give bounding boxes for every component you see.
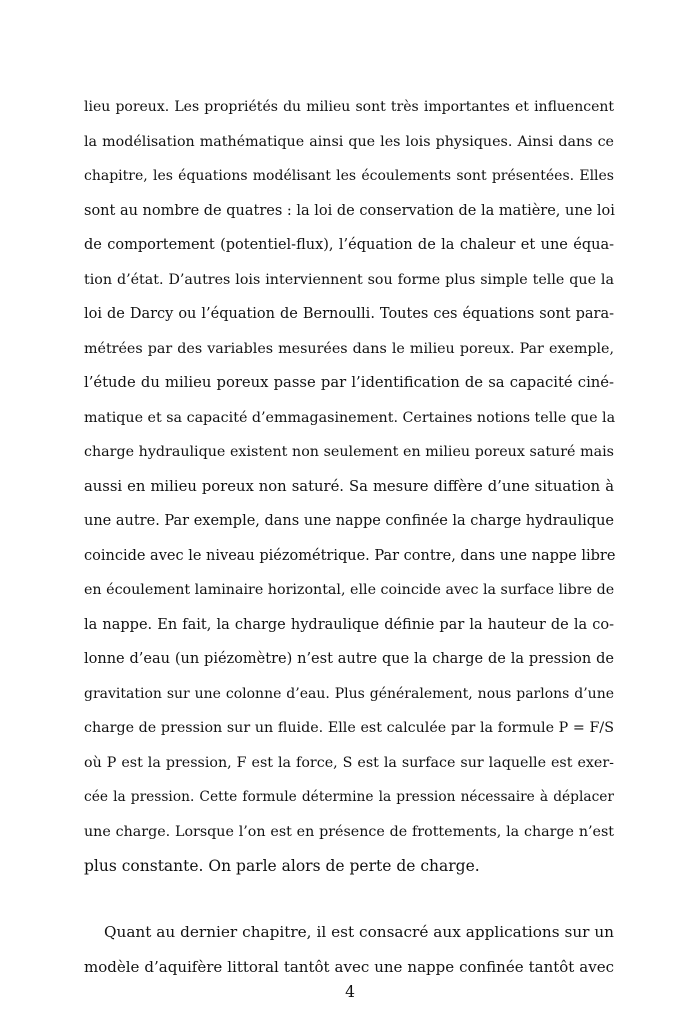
text-line: modèle d’aquifère littoral tantôt avec une nappe confinée tantôt avec <box>84 958 614 976</box>
text-line: une autre. Par exemple, dans une nappe confinée la charge hydraulique <box>84 513 615 529</box>
text-line: charge de pression sur un fluide. Elle est calculée par la formule P = F/S <box>84 720 614 736</box>
text-line: Quant au dernier chapitre, il est consacré aux applications sur un <box>104 923 614 941</box>
text-line: en écoulement laminaire horizontal, elle coincide avec la surface libre de <box>84 582 615 598</box>
text-line: sont au nombre de quatres : la loi de conservation de la matière, une loi <box>84 203 615 219</box>
text-line: la modélisation mathématique ainsi que les lois physiques. Ainsi dans ce <box>84 134 614 150</box>
text-line: plus constante. On parle alors de perte de charge. <box>84 857 480 875</box>
text-line: aussi en milieu poreux non saturé. Sa mesure diffère d’une situation à <box>84 478 614 495</box>
text-line: chapitre, les équations modélisant les écoulements sont présentées. Elles <box>84 168 614 184</box>
text-line: matique et sa capacité d’emmagasinement. Certaines notions telle que la <box>84 410 616 426</box>
text-line: de comportement (potentiel-flux), l’équation de la chaleur et une équa- <box>84 237 614 253</box>
text-line: loi de Darcy ou l’équation de Bernoulli. Toutes ces équations sont para- <box>84 306 614 322</box>
text-line: cée la pression. Cette formule détermine la pression nécessaire à déplacer <box>84 789 614 805</box>
text-line: charge hydraulique existent non seulement en milieu poreux saturé mais <box>84 444 614 460</box>
text-line: métrées par des variables mesurées dans le milieu poreux. Par exemple, <box>84 341 614 357</box>
text-line: où P est la pression, F est la force, S est la surface sur laquelle est exer- <box>84 755 614 771</box>
text-line: l’étude du milieu poreux passe par l’identification de sa capacité ciné- <box>84 374 614 391</box>
text-line: la nappe. En fait, la charge hydraulique définie par la hauteur de la co- <box>84 617 614 633</box>
text-line: lieu poreux. Les propriétés du milieu sont très importantes et influencent <box>84 99 614 115</box>
text-line: coincide avec le niveau piézométrique. Par contre, dans une nappe libre <box>84 548 616 564</box>
text-line: une charge. Lorsque l’on est en présence de frottements, la charge n’est <box>84 824 614 840</box>
text-line: lonne d’eau (un piézomètre) n’est autre que la charge de la pression de <box>84 651 614 667</box>
page-number: 4 <box>345 983 355 1001</box>
text-line: tion d’état. D’autres lois interviennent sou forme plus simple telle que la <box>84 272 614 288</box>
text-line: gravitation sur une colonne d’eau. Plus généralement, nous parlons d’une <box>84 686 614 702</box>
